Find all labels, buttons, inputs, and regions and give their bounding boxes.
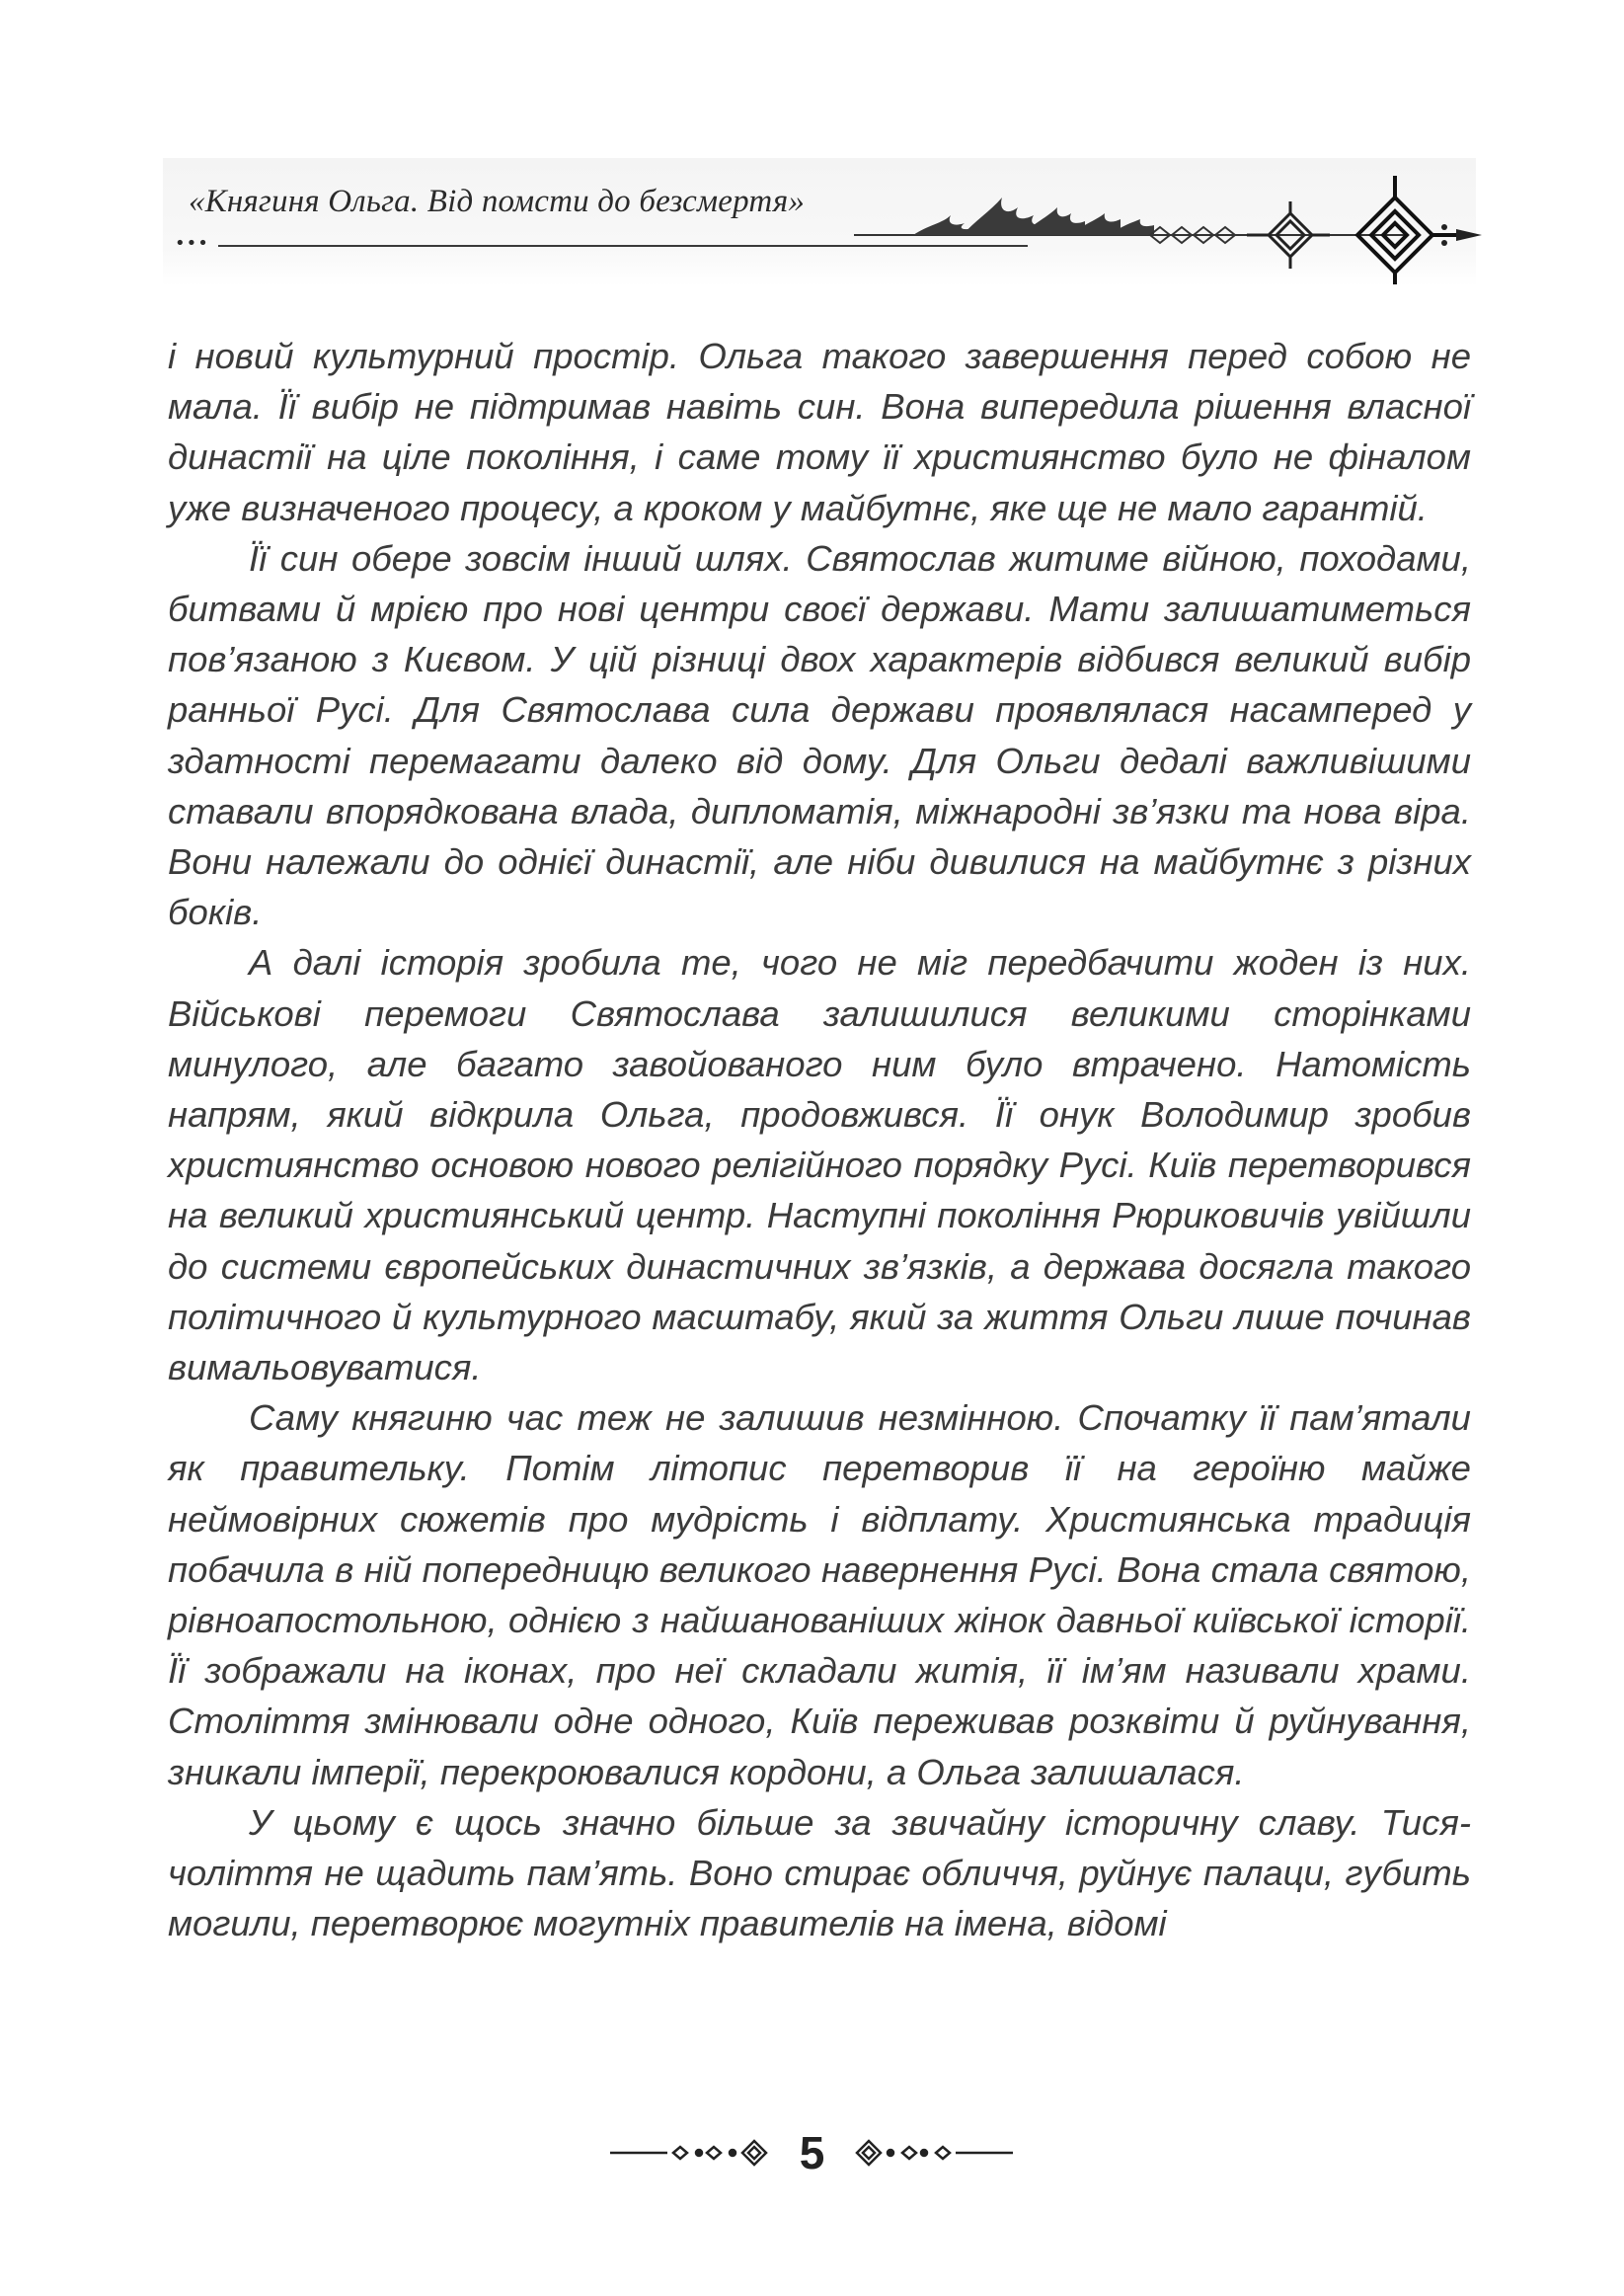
paragraph: Саму княгиню час теж не залишив незмінною. Спочатку її пам’ятали як правительку. Потім літопис перетворив її на героїню майже неймовірних сюжетів про мудрість і відплату. Християнська традиція побачила в ній попередницю великого навернення Русі. Вона стала святою, рівноапостольною, однією з найшанованіших жінок давньої київської історії. Її зображали на іконах, про неї складали житія, її ім’ям називали храми. Століття змінювали одне одного, Київ переживав розквіти й руйнування, зникали імперії, перекроювалися кордони, а Ольга залишалася. (168, 1397, 1471, 1792)
body-text (168, 331, 1471, 1949)
paragraph: Її син обере зовсім інший шлях. Святослав житиме війною, походами, битвами й мрією про нові центри своєї держави. Мати залишатиметься пов’язаною з Києвом. У цій різниці двох характерів відбився великий вибір ранньої Русі. Для Святослава сила держави проявлялася насамперед у здатності перемагати далеко від дому. Для Ольги дедалі важливішими ставали впорядкована влада, дипломатія, міжнародні зв’язки та нова віра. Вони належали до однієї династії, але ніби дивилися на майбутнє з різних боків. (168, 537, 1471, 933)
paragraph: А далі історія зробила те, чого не міг передбачити жоден із них. Військові перемоги Святослава залишилися великими сторінками минулого, але багато завойованого ним було втрачено. Натомість напрям, який відкрила Ольга, продовжився. Її онук Володимир зробив християнство основою нового релігійного порядку Русі. Київ перетворився на великий християнський центр. Наступні покоління Рюриковичів увійшли до системи європейських династичних зв’язків, а держава досягла такого політичного й культурного масштабу, який за життя Ольги лише починав вимальовуватися. (168, 942, 1471, 1388)
header-rule-dots: ••• (175, 233, 209, 254)
folio (0, 2123, 1624, 2182)
flame-and-knot-ornament-icon (854, 158, 1486, 286)
paragraph: і новий культурний простір. Ольга такого завершення перед собою не мала. Її вибір не підтримав навіть син. Вона випередила рішення власної династії на ціле покоління, і саме тому її християнство було не фіналом уже визначеного процесу, а кроком у майбутнє, яке ще не мало гарантій. (168, 336, 1471, 528)
running-header (163, 158, 1476, 286)
running-title: «Княгиня Ольга. Від помсти до безсмертя» (189, 184, 806, 219)
page-number: 5 (799, 2127, 825, 2178)
folio-ornament-right-icon (845, 2133, 1013, 2173)
paragraph: У цьому є щось значно більше за звичайну історичну славу. Тисячоліття не щадить пам’ять. Воно стирає обличчя, руйнує палаци, губить могили, перетворює могутніх правителів на імена, відомі (168, 1801, 1471, 1944)
